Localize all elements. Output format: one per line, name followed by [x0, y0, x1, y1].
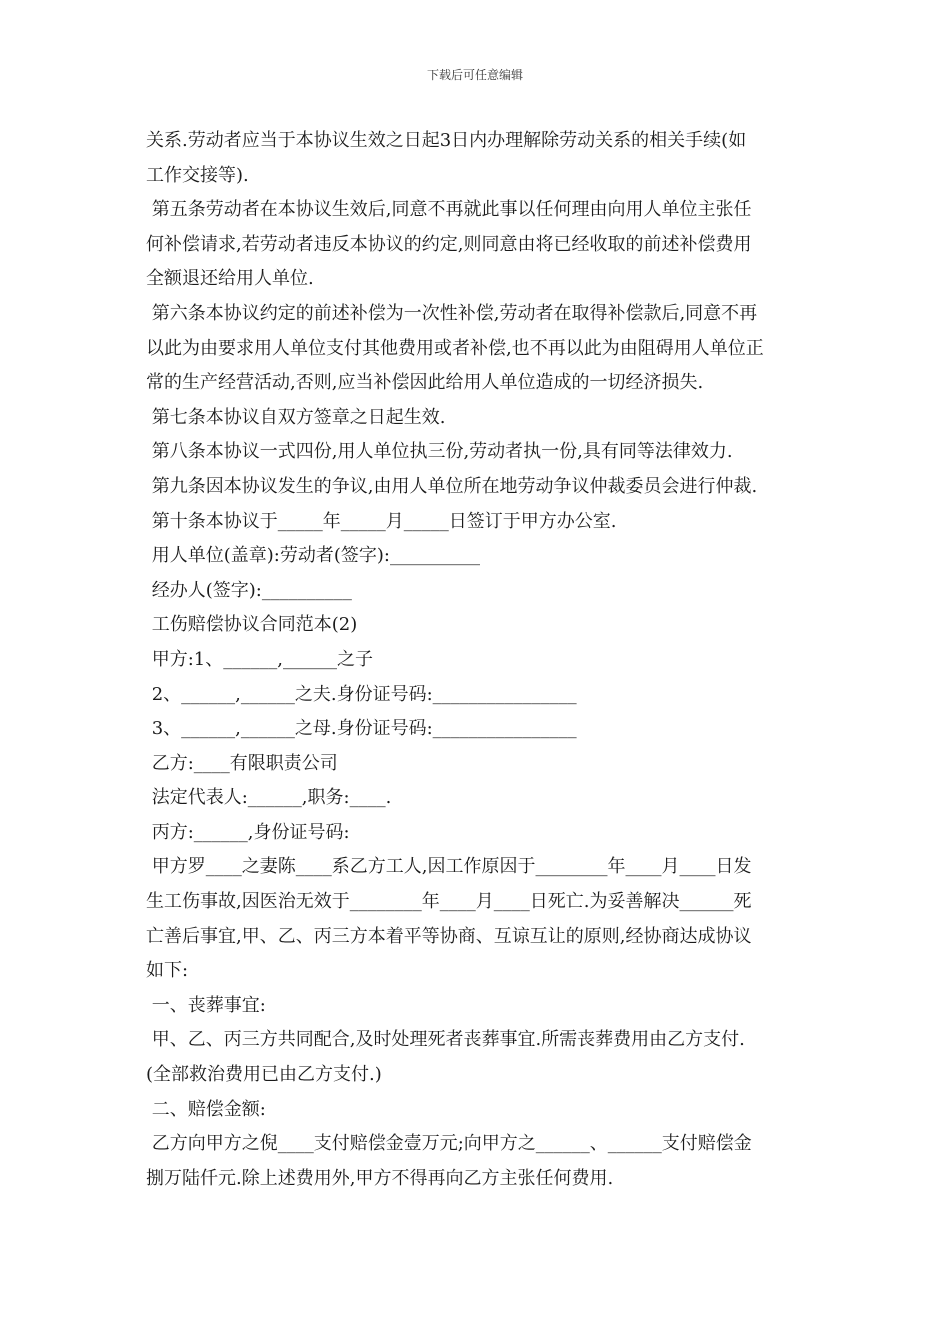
section-title: 工伤赔偿协议合同范本(2) — [146, 614, 358, 636]
text-line: 二、赔偿金额: — [146, 1098, 266, 1120]
text-line: 何补偿请求,若劳动者违反本协议的约定,则同意由将已经收取的前述补偿费用 — [146, 233, 752, 255]
text-line: 工作交接等). — [146, 164, 249, 186]
text-line: 第五条劳动者在本协议生效后,同意不再就此事以任何理由向用人单位主张任 — [146, 199, 752, 221]
text-line: 用人单位(盖章):劳动者(签字):__________ — [146, 545, 480, 567]
text-line: 关系.劳动者应当于本协议生效之日起3日内办理解除劳动关系的相关手续(如 — [146, 130, 747, 151]
text-line: 第十条本协议于_____年_____月_____日签订于甲方办公室. — [146, 510, 617, 532]
document-body — [146, 124, 810, 1196]
text-line: 全额退还给用人单位. — [146, 268, 314, 290]
text-line: 乙方:____有限职责公司 — [146, 752, 338, 774]
text-line: 乙方向甲方之倪____支付赔偿金壹万元;向甲方之______、______支付赔偿金 — [146, 1133, 752, 1155]
text-line: 甲、乙、丙三方共同配合,及时处理死者丧葬事宜.所需丧葬费用由乙方支付. — [146, 1029, 745, 1051]
text-line: 丙方:______,身份证号码: — [146, 821, 350, 843]
text-line: 法定代表人:______,职务:____. — [146, 787, 392, 809]
text-line: 以此为由要求用人单位支付其他费用或者补偿,也不再以此为由阻碍用人单位正 — [146, 337, 764, 359]
text-line: 经办人(签字):__________ — [146, 579, 352, 601]
text-line: 如下: — [146, 960, 189, 982]
text-line: 甲方:1、______,______之子 — [146, 648, 373, 670]
text-line: (全部救治费用已由乙方支付.) — [146, 1064, 382, 1086]
text-line: 一、丧葬事宜: — [146, 994, 266, 1016]
text-line: 生工伤事故,因医治无效于________年____月____日死亡.为妥善解决______死 — [146, 891, 752, 913]
text-line: 常的生产经营活动,否则,应当补偿因此给用人单位造成的一切经济损失. — [146, 372, 704, 394]
text-line: 亡善后事宜,甲、乙、丙三方本着平等协商、互谅互让的原则,经协商达成协议 — [146, 925, 752, 947]
text-line: 第八条本协议一式四份,用人单位执三份,劳动者执一份,具有同等法律效力. — [146, 441, 733, 463]
text-line: 第六条本协议约定的前述补偿为一次性补偿,劳动者在取得补偿款后,同意不再 — [146, 302, 758, 324]
text-line: 捌万陆仟元.除上述费用外,甲方不得再向乙方主张任何费用. — [146, 1167, 614, 1189]
text-line: 第九条因本协议发生的争议,由用人单位所在地劳动争议仲裁委员会进行仲裁. — [146, 475, 758, 497]
text-line: 第七条本协议自双方签章之日起生效. — [146, 406, 446, 428]
text-line: 3、______,______之母.身份证号码:________________ — [146, 718, 577, 740]
text-line: 甲方罗____之妻陈____系乙方工人,因工作原因于________年____月____日发 — [146, 856, 752, 878]
text-line: 2、______,______之夫.身份证号码:________________ — [146, 683, 577, 705]
page-header-note: 下载后可任意编辑 — [426, 68, 523, 82]
